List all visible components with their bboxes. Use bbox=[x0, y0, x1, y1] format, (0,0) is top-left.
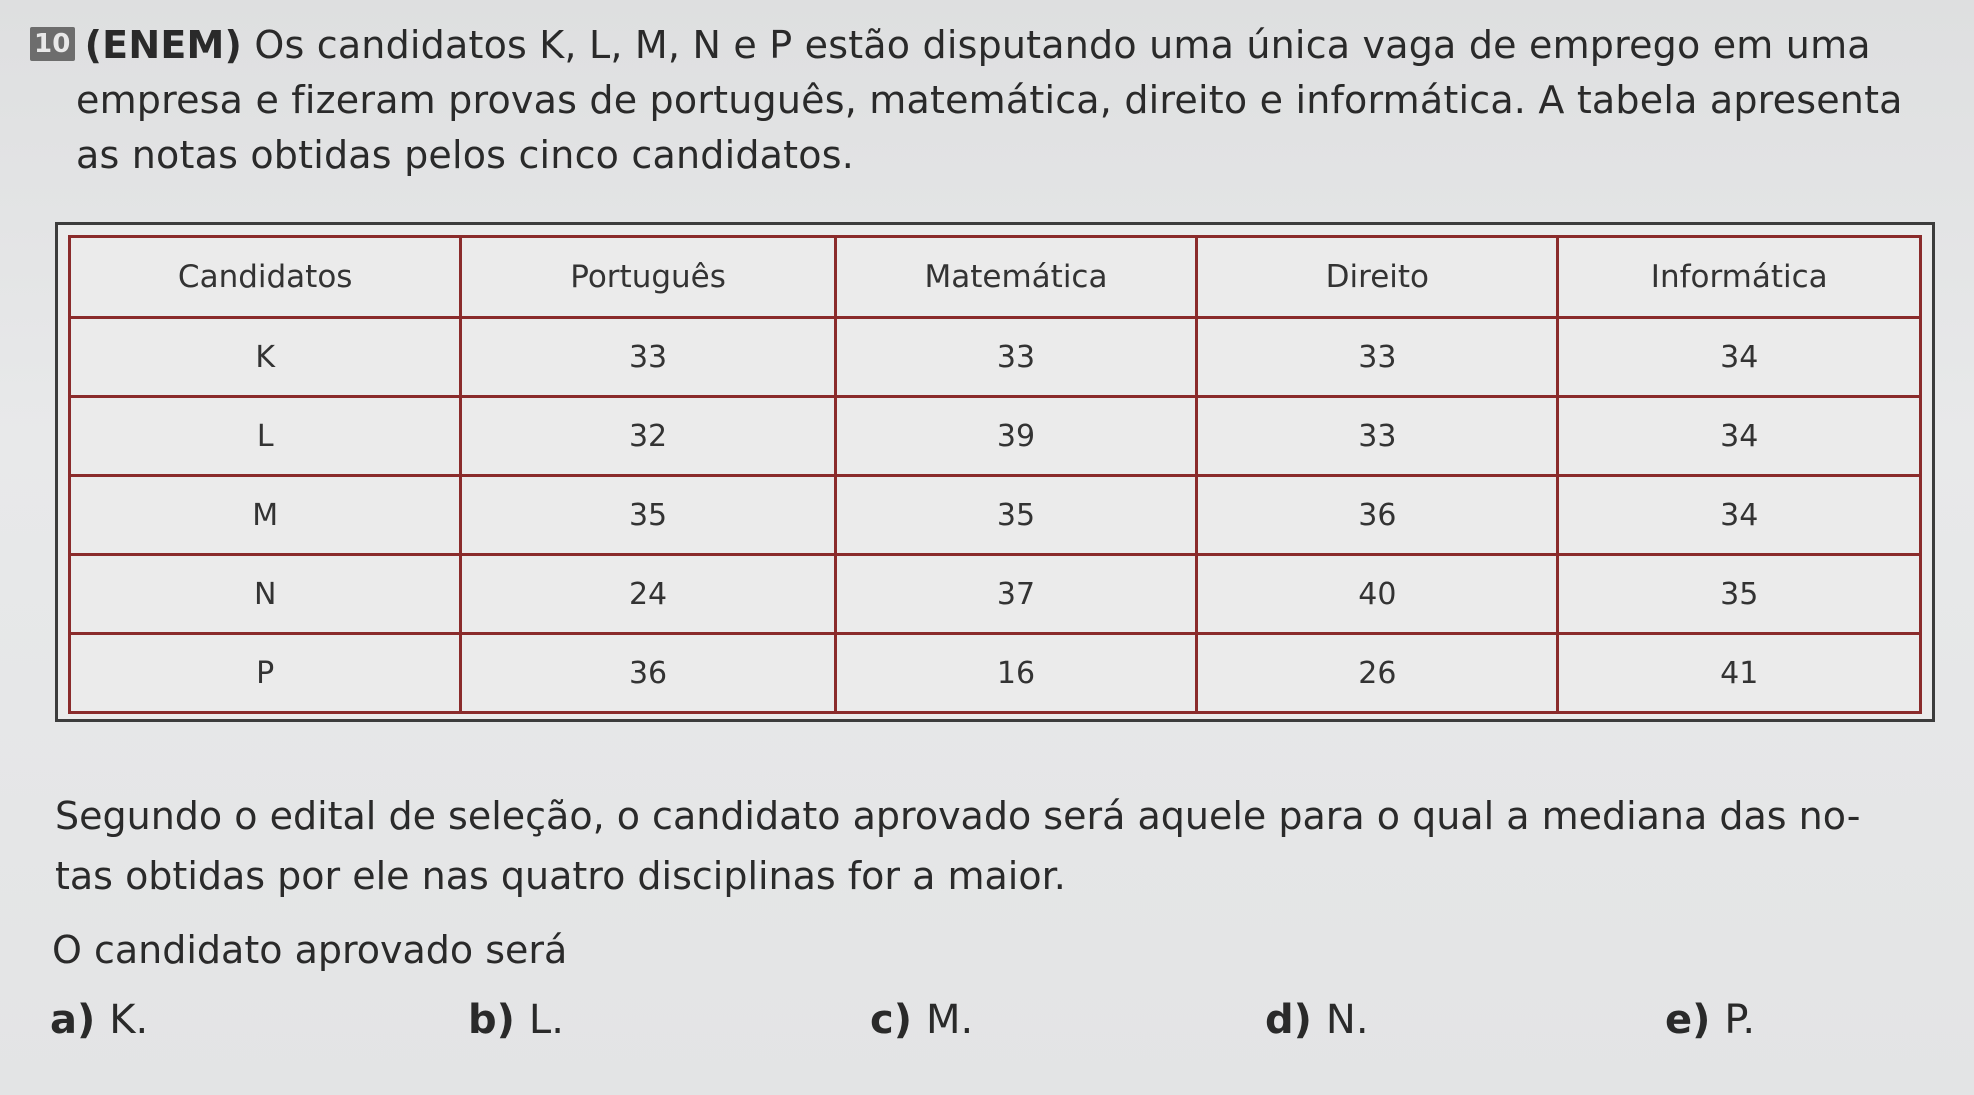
option-c[interactable] bbox=[870, 990, 973, 1050]
table-cell: 35 bbox=[461, 476, 835, 555]
statement-line-1 bbox=[30, 18, 1960, 73]
table-cell: 16 bbox=[835, 634, 1196, 713]
paragraph-line-1: Segundo o edital de seleção, o candidato aprovado será aquele para o qual a mediana das no- bbox=[55, 794, 1861, 838]
header-informatica: Informática bbox=[1558, 237, 1921, 318]
table-row bbox=[70, 476, 1921, 555]
table-cell: L bbox=[70, 397, 461, 476]
header-direito: Direito bbox=[1197, 237, 1558, 318]
header-portugues: Português bbox=[461, 237, 835, 318]
table-cell: 33 bbox=[1197, 318, 1558, 397]
question-number-badge: 10 bbox=[30, 27, 75, 61]
table-cell: 36 bbox=[1197, 476, 1558, 555]
table-cell: 24 bbox=[461, 555, 835, 634]
table-cell: K bbox=[70, 318, 461, 397]
table-cell: 26 bbox=[1197, 634, 1558, 713]
option-letter: d) bbox=[1265, 997, 1312, 1043]
option-letter: b) bbox=[468, 997, 515, 1043]
header-candidatos: Candidatos bbox=[70, 237, 461, 318]
statement-line-2: empresa e fizeram provas de português, matemática, direito e informática. A tabela apresenta bbox=[76, 78, 1903, 122]
option-text: K. bbox=[109, 997, 149, 1043]
table-cell: 36 bbox=[461, 634, 835, 713]
table-cell: 39 bbox=[835, 397, 1196, 476]
option-letter: e) bbox=[1665, 997, 1711, 1043]
question-prompt: O candidato aprovado será bbox=[52, 928, 568, 972]
option-e[interactable] bbox=[1665, 990, 1755, 1050]
table-cell: 34 bbox=[1558, 318, 1921, 397]
table-cell: 41 bbox=[1558, 634, 1921, 713]
option-text: M. bbox=[926, 997, 974, 1043]
table-cell: 33 bbox=[835, 318, 1196, 397]
table-cell: 40 bbox=[1197, 555, 1558, 634]
option-letter: a) bbox=[50, 997, 96, 1043]
table-cell: 35 bbox=[1558, 555, 1921, 634]
table-cell: 34 bbox=[1558, 397, 1921, 476]
answer-options bbox=[50, 990, 1930, 1050]
question-statement bbox=[30, 18, 1960, 183]
grades-table-frame bbox=[55, 222, 1935, 722]
table-header-row bbox=[70, 237, 1921, 318]
table-row bbox=[70, 318, 1921, 397]
table-cell: 33 bbox=[461, 318, 835, 397]
table-cell: 33 bbox=[1197, 397, 1558, 476]
question-source: (ENEM) bbox=[84, 23, 243, 67]
option-a[interactable] bbox=[50, 990, 148, 1050]
selection-rule-paragraph bbox=[55, 786, 1955, 906]
paragraph-line-2: tas obtidas por ele nas quatro disciplinas for a maior. bbox=[55, 854, 1066, 898]
table-cell: M bbox=[70, 476, 461, 555]
table-cell: N bbox=[70, 555, 461, 634]
table-cell: 34 bbox=[1558, 476, 1921, 555]
statement-line-3: as notas obtidas pelos cinco candidatos. bbox=[76, 133, 854, 177]
option-d[interactable] bbox=[1265, 990, 1369, 1050]
option-text: N. bbox=[1325, 997, 1369, 1043]
option-text: L. bbox=[528, 997, 564, 1043]
table-cell: 35 bbox=[835, 476, 1196, 555]
option-text: P. bbox=[1724, 997, 1756, 1043]
statement-text-1: Os candidatos K, L, M, N e P estão disputando uma única vaga de emprego em uma bbox=[254, 23, 1871, 67]
table-cell: P bbox=[70, 634, 461, 713]
header-matematica: Matemática bbox=[835, 237, 1196, 318]
option-b[interactable] bbox=[468, 990, 564, 1050]
option-letter: c) bbox=[870, 997, 912, 1043]
table-cell: 32 bbox=[461, 397, 835, 476]
table-row bbox=[70, 634, 1921, 713]
table-row bbox=[70, 397, 1921, 476]
table-cell: 37 bbox=[835, 555, 1196, 634]
grades-table bbox=[68, 235, 1922, 714]
table-row bbox=[70, 555, 1921, 634]
